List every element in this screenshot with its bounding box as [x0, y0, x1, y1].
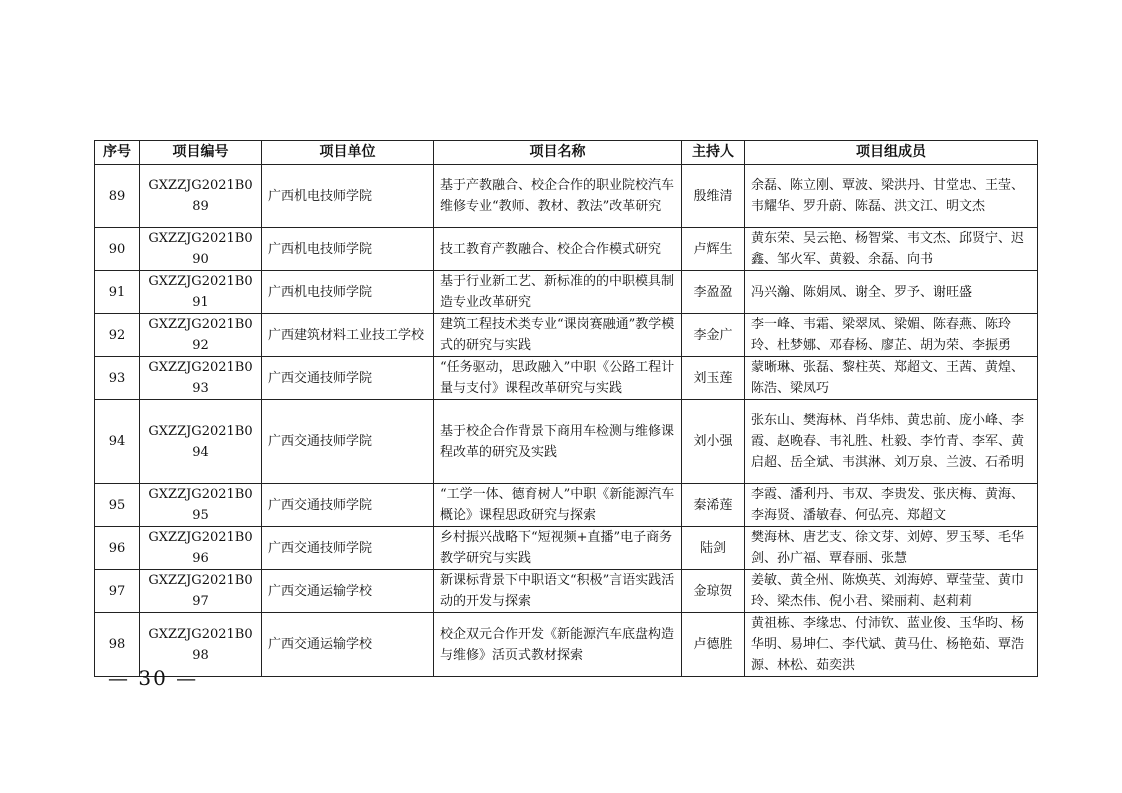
row-members: 黄祖栋、李缘忠、付沛钦、蓝业俊、玉华昀、杨华明、易坤仁、李代斌、黄马仕、杨艳茹、覃浩源、林松、茹奕洪: [745, 613, 1038, 677]
row-index: 97: [95, 570, 140, 613]
row-project-name: “任务驱动，思政融入”中职《公路工程计量与支付》课程改革研究与实践: [434, 357, 682, 400]
row-project-code: GXZZJG2021B090: [140, 228, 262, 271]
row-members: 樊海林、唐艺支、徐文芽、刘婷、罗玉琴、毛华剑、孙广福、覃春丽、张慧: [745, 527, 1038, 570]
table-row: [95, 527, 1038, 570]
row-project-code: GXZZJG2021B094: [140, 400, 262, 484]
row-project-name: “工学一体、德育树人”中职《新能源汽车概论》课程思政研究与探索: [434, 484, 682, 527]
row-project-unit: 广西交通技师学院: [262, 484, 434, 527]
row-host: 殷维清: [682, 165, 745, 228]
table-row: [95, 165, 1038, 228]
row-project-code: GXZZJG2021B091: [140, 271, 262, 314]
row-project-name: 乡村振兴战略下“短视频+直播”电子商务教学研究与实践: [434, 527, 682, 570]
table-row: [95, 314, 1038, 357]
row-project-code: GXZZJG2021B089: [140, 165, 262, 228]
row-index: 91: [95, 271, 140, 314]
row-project-code: GXZZJG2021B097: [140, 570, 262, 613]
row-index: 98: [95, 613, 140, 677]
page-number: — 30 —: [108, 666, 199, 690]
row-members: 张东山、樊海林、肖华炜、黄忠前、庞小峰、李霞、赵晚春、韦礼胜、杜毅、李竹青、李军、黄启超、岳全斌、韦淇淋、刘万泉、兰波、石希明: [745, 400, 1038, 484]
table-row: [95, 613, 1038, 677]
table-row: [95, 271, 1038, 314]
row-index: 93: [95, 357, 140, 400]
row-index: 94: [95, 400, 140, 484]
row-host: 秦浠莲: [682, 484, 745, 527]
row-members: 蒙晰琳、张磊、黎柱英、郑超文、王茜、黄煌、陈浩、梁凤巧: [745, 357, 1038, 400]
row-members: 李霞、潘利丹、韦双、李贵发、张庆梅、黄海、李海贤、潘敏春、何弘亮、郑超文: [745, 484, 1038, 527]
row-index: 95: [95, 484, 140, 527]
table-row: [95, 228, 1038, 271]
row-host: 刘小强: [682, 400, 745, 484]
row-project-unit: 广西交通技师学院: [262, 400, 434, 484]
table-row: [95, 484, 1038, 527]
row-project-name: 基于行业新工艺、新标准的的中职模具制造专业改革研究: [434, 271, 682, 314]
row-members: 李一峰、韦霜、梁翠凤、梁媚、陈春燕、陈玲玲、杜梦娜、邓春杨、廖芷、胡为荣、李振勇: [745, 314, 1038, 357]
row-project-unit: 广西交通技师学院: [262, 357, 434, 400]
row-project-name: 基于校企合作背景下商用车检测与维修课程改革的研究及实践: [434, 400, 682, 484]
row-project-name: 基于产教融合、校企合作的职业院校汽车维修专业“教师、教材、教法”改革研究: [434, 165, 682, 228]
row-index: 96: [95, 527, 140, 570]
table-row: [95, 357, 1038, 400]
row-host: 金琼贺: [682, 570, 745, 613]
row-members: 冯兴瀚、陈娟凤、谢全、罗予、谢旺盛: [745, 271, 1038, 314]
table-row: [95, 570, 1038, 613]
row-host: 刘玉莲: [682, 357, 745, 400]
row-project-code: GXZZJG2021B096: [140, 527, 262, 570]
row-project-name: 新课标背景下中职语文“积极”言语实践活动的开发与探索: [434, 570, 682, 613]
row-project-name: 校企双元合作开发《新能源汽车底盘构造与维修》活页式教材探索: [434, 613, 682, 677]
header-project-name: 项目名称: [434, 141, 682, 165]
row-project-unit: 广西建筑材料工业技工学校: [262, 314, 434, 357]
row-index: 90: [95, 228, 140, 271]
row-host: 陆剑: [682, 527, 745, 570]
project-table: [94, 140, 1038, 677]
header-project-unit: 项目单位: [262, 141, 434, 165]
table-row: [95, 400, 1038, 484]
header-members: 项目组成员: [745, 141, 1038, 165]
row-project-code: GXZZJG2021B095: [140, 484, 262, 527]
table-header-row: [95, 141, 1038, 165]
row-host: 李盈盈: [682, 271, 745, 314]
row-members: 余磊、陈立刚、覃波、梁洪丹、甘堂忠、王莹、韦耀华、罗升蔚、陈磊、洪文江、明文杰: [745, 165, 1038, 228]
row-project-unit: 广西交通运输学校: [262, 613, 434, 677]
header-host: 主持人: [682, 141, 745, 165]
row-host: 李金广: [682, 314, 745, 357]
row-project-unit: 广西机电技师学院: [262, 165, 434, 228]
row-project-unit: 广西机电技师学院: [262, 228, 434, 271]
row-project-unit: 广西机电技师学院: [262, 271, 434, 314]
row-project-code: GXZZJG2021B098: [140, 613, 262, 677]
row-project-name: 技工教育产教融合、校企合作模式研究: [434, 228, 682, 271]
row-index: 89: [95, 165, 140, 228]
row-host: 卢辉生: [682, 228, 745, 271]
row-project-unit: 广西交通技师学院: [262, 527, 434, 570]
row-project-name: 建筑工程技术类专业“课岗赛融通”教学模式的研究与实践: [434, 314, 682, 357]
row-members: 黄东荣、吴云艳、杨智棠、韦文杰、邱贤宁、迟鑫、邹火军、黄毅、余磊、向书: [745, 228, 1038, 271]
row-index: 92: [95, 314, 140, 357]
header-index: 序号: [95, 141, 140, 165]
row-host: 卢德胜: [682, 613, 745, 677]
row-project-code: GXZZJG2021B093: [140, 357, 262, 400]
header-project-code: 项目编号: [140, 141, 262, 165]
row-project-code: GXZZJG2021B092: [140, 314, 262, 357]
row-members: 姜敏、黄全州、陈焕英、刘海婷、覃莹莹、黄巾玲、梁杰伟、倪小君、梁丽莉、赵莉莉: [745, 570, 1038, 613]
row-project-unit: 广西交通运输学校: [262, 570, 434, 613]
